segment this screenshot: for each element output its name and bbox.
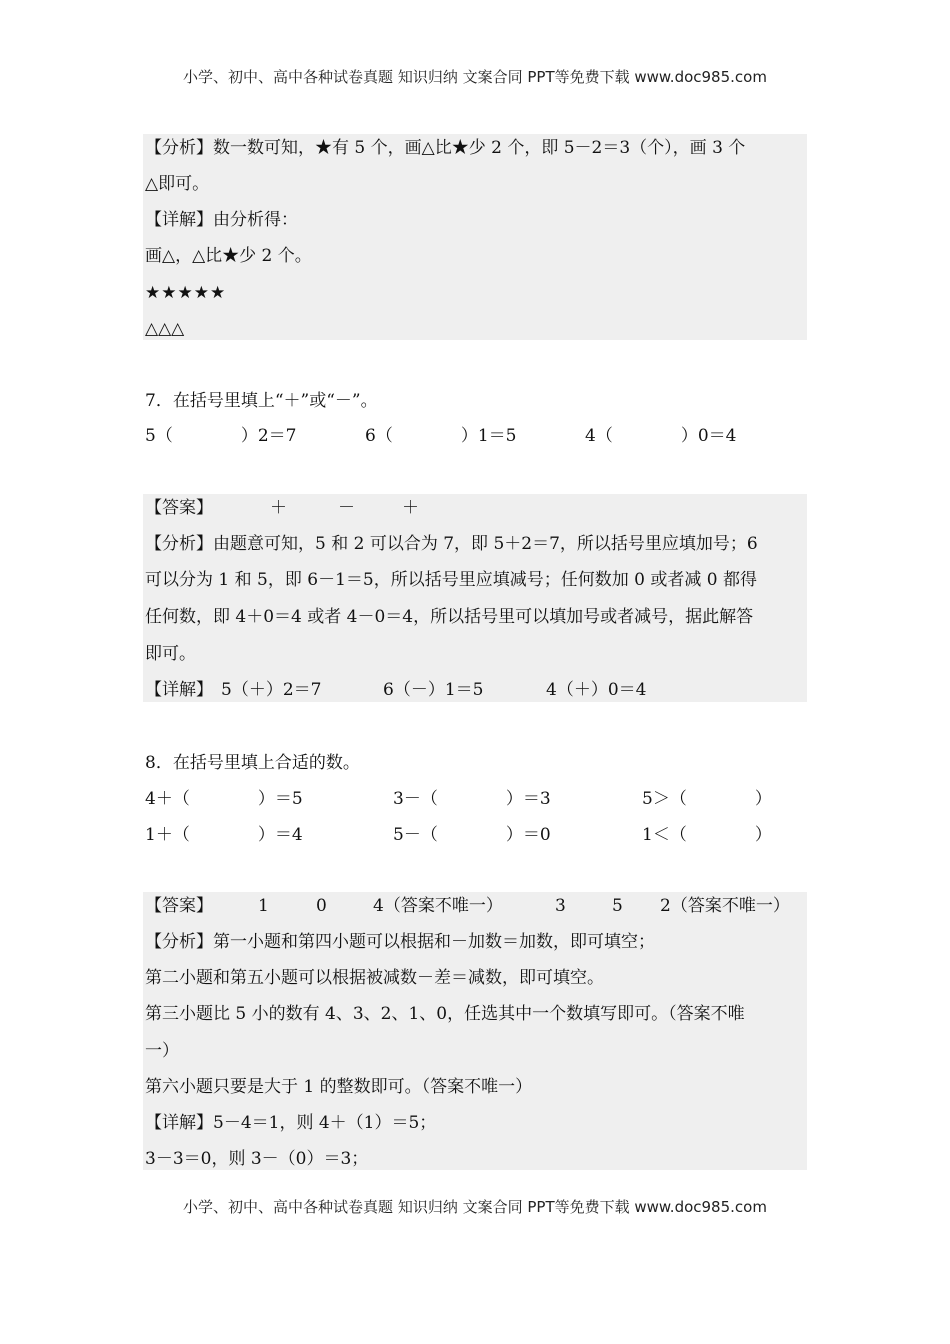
q7-item: 6（ ）1＝5 [365,426,517,446]
answer-value: 3 [555,896,566,916]
detail-value: 6（－）1＝5 [383,680,484,700]
analysis-line: 可以分为 1 和 5，即 6－1＝5，所以括号里应填减号；任何数加 0 或者减 0 都得 [145,570,757,590]
stars-row: ★★★★★ [145,283,227,303]
answer-label: 【答案】 [145,498,213,518]
detail-label: 【详解】由分析得： [145,210,298,230]
solution-box-7 [143,494,807,702]
answer-value: － [338,498,355,518]
detail-text: 画△，△比★少 2 个。 [145,246,312,266]
question-8-title: 8．在括号里填上合适的数。 [145,753,360,773]
page-header: 小学、初中、高中各种试卷真题 知识归纳 文案合同 PPT等免费下载 www.doc985.com [183,68,767,86]
q8-item: 5＞（ ） [642,789,772,809]
q8-item: 4＋（ ）＝5 [145,789,303,809]
detail-label: 【详解】 [145,680,213,700]
q7-item: 4（ ）0＝4 [585,426,737,446]
solution-box-6 [143,134,807,340]
analysis-line: 即可。 [145,644,196,664]
page-footer: 小学、初中、高中各种试卷真题 知识归纳 文案合同 PPT等免费下载 www.doc985.com [183,1198,767,1216]
analysis-line: 第二小题和第五小题可以根据被减数－差＝减数，即可填空。 [145,968,604,988]
answer-value: 0 [316,896,327,916]
analysis-line: 第六小题只要是大于 1 的整数即可。（答案不唯一） [145,1077,533,1097]
analysis-line: 【分析】第一小题和第四小题可以根据和－加数＝加数，即可填空； [145,932,655,952]
analysis-line: 任何数，即 4＋0＝4 或者 4－0＝4，所以括号里可以填加号或者减号，据此解答 [145,607,754,627]
triangles-row: △△△ [145,319,185,339]
answer-value: 4（答案不唯一） [373,896,503,916]
q7-item: 5（ ）2＝7 [145,426,297,446]
detail-line: 【详解】5－4＝1，则 4＋（1）＝5； [145,1113,437,1133]
answer-value: ＋ [270,498,287,518]
question-7-title: 7．在括号里填上“＋”或“－”。 [145,391,378,411]
answer-value: 1 [258,896,269,916]
analysis-line: 【分析】数一数可知，★有 5 个，画△比★少 2 个，即 5－2＝3（个），画 3 个 [145,138,746,158]
analysis-line: △即可。 [145,174,210,194]
answer-value: 2（答案不唯一） [660,896,790,916]
detail-value: 4（＋）0＝4 [546,680,647,700]
detail-line: 3－3＝0，则 3－（0）＝3； [145,1149,369,1169]
analysis-line: 【分析】由题意可知，5 和 2 可以合为 7，即 5＋2＝7，所以括号里应填加号；6 [145,534,758,554]
answer-value: 5 [612,896,623,916]
analysis-line: 第三小题比 5 小的数有 4、3、2、1、0，任选其中一个数填写即可。（答案不唯 [145,1004,745,1024]
answer-label: 【答案】 [145,896,213,916]
answer-value: ＋ [402,498,419,518]
q8-item: 5－（ ）＝0 [393,825,551,845]
q8-item: 1＋（ ）＝4 [145,825,303,845]
q8-item: 1＜（ ） [642,825,772,845]
detail-value: 5（＋）2＝7 [221,680,322,700]
q8-item: 3－（ ）＝3 [393,789,551,809]
analysis-line: 一） [145,1041,179,1061]
